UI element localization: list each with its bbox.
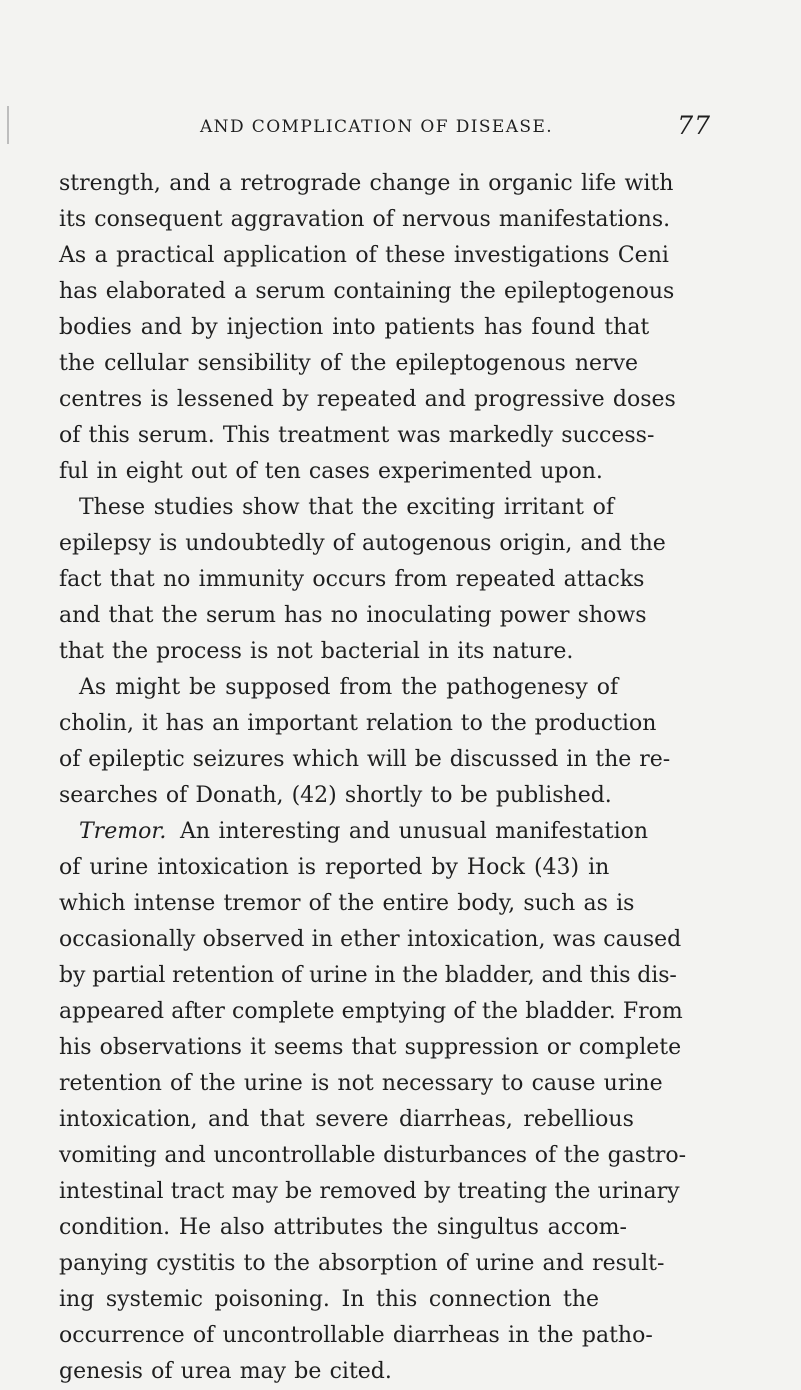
text-line: intestinal tract may be removed by treating the urinary [59, 1179, 680, 1204]
text-line: epilepsy is undoubtedly of autogenous origin, and the [59, 531, 666, 556]
text-line: which intense tremor of the entire body, such as is [59, 891, 635, 916]
text-line: its consequent aggravation of nervous manifestations. [59, 207, 671, 232]
text-line: by partial retention of urine in the bladder, and this dis- [59, 963, 677, 988]
text-line: An interesting and unusual manifestation [180, 819, 649, 844]
text-line: panying cystitis to the absorption of urine and result- [59, 1251, 665, 1276]
text-line: As a practical application of these investigations Ceni [59, 243, 669, 268]
text-line: the cellular sensibility of the epileptogenous nerve [59, 351, 639, 376]
text-line: has elaborated a serum containing the epileptogenous [59, 279, 675, 304]
text-line: centres is lessened by repeated and progressive doses [59, 387, 676, 412]
section-heading-tremor: Tremor. [79, 819, 167, 844]
text-line: vomiting and uncontrollable disturbances of the gastro- [59, 1143, 687, 1168]
page-header [150, 111, 711, 147]
text-line: As might be supposed from the pathogenesy of [79, 675, 619, 700]
page-edge-mark [7, 106, 9, 144]
page-number: 77 [677, 111, 711, 140]
text-line: that the process is not bacterial in its nature. [59, 639, 574, 664]
text-line: bodies and by injection into patients has found that [59, 315, 650, 340]
text-line: occurrence of uncontrollable diarrheas in the patho- [59, 1323, 653, 1348]
text-line: strength, and a retrograde change in organic life with [59, 171, 674, 196]
text-line: of epileptic seizures which will be discussed in the re- [59, 747, 671, 772]
text-line: occasionally observed in ether intoxication, was caused [59, 927, 682, 952]
text-line: of this serum. This treatment was markedly success- [59, 423, 655, 448]
text-line: searches of Donath, (42) shortly to be published. [59, 783, 612, 808]
text-line: appeared after complete emptying of the bladder. From [59, 999, 683, 1024]
text-line: genesis of urea may be cited. [59, 1359, 392, 1384]
text-line: condition. He also attributes the singultus accom- [59, 1215, 627, 1240]
text-line: ful in eight out of ten cases experimented upon. [59, 459, 603, 484]
text-line: fact that no immunity occurs from repeated attacks [59, 567, 645, 592]
text-line: ing systemic poisoning. In this connection the [59, 1287, 600, 1312]
text-line: and that the serum has no inoculating power shows [59, 603, 647, 628]
text-line: intoxication, and that severe diarrheas, rebellious [59, 1107, 634, 1132]
text-line: cholin, it has an important relation to the production [59, 711, 657, 736]
text-line: retention of the urine is not necessary to cause urine [59, 1071, 663, 1096]
text-line: These studies show that the exciting irritant of [79, 495, 614, 520]
text-line: his observations it seems that suppression or complete [59, 1035, 682, 1060]
running-header-title: AND COMPLICATION OF DISEASE. [200, 117, 554, 137]
text-line: of urine intoxication is reported by Hock (43) in [59, 855, 610, 880]
